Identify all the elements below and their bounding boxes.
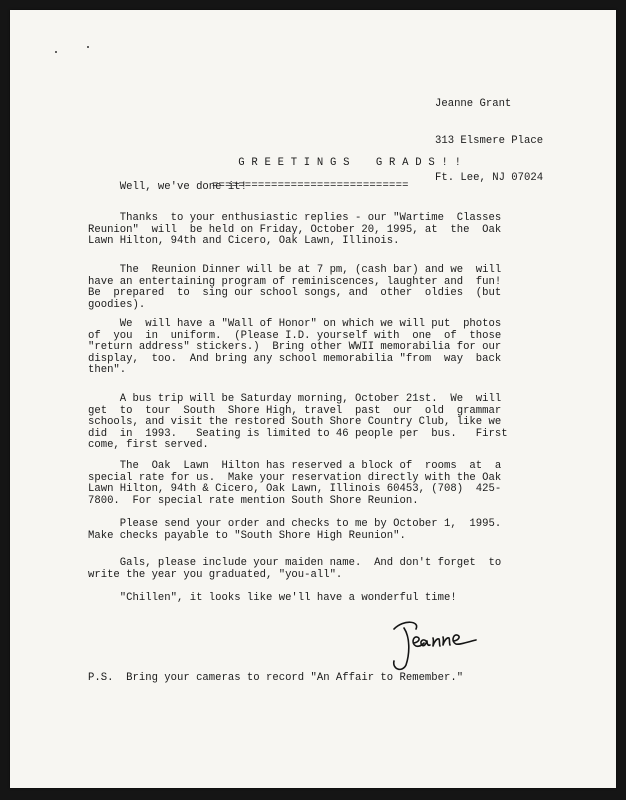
paper-speck bbox=[87, 46, 89, 48]
greeting-title: G R E E T I N G S G R A D S ! ! bbox=[238, 156, 462, 169]
sender-street: 313 Elsmere Place bbox=[435, 135, 544, 148]
letter-page bbox=[10, 10, 616, 788]
signature-jeanne bbox=[380, 615, 492, 675]
paragraph-opening: Well, we've done it! bbox=[88, 181, 247, 193]
greeting-heading bbox=[212, 146, 461, 216]
paragraph-venue: Thanks to your enthusiastic replies - our "Wartime Classes Reunion" will be held on Friday, October 20, 1995, at the Oak Lawn Hilton, 94th and Cicero, Oak Lawn, Illinois. bbox=[88, 212, 502, 248]
paragraph-gals: Gals, please include your maiden name. And don't forget to write the year you graduated, "you-all". bbox=[88, 557, 502, 581]
paper-speck bbox=[55, 51, 57, 53]
paragraph-dinner: The Reunion Dinner will be at 7 pm, (cash bar) and we will have an entertaining program of reminiscences, laughter and fun! Be prepared to sing our school songs, and other oldies (but goodies). bbox=[88, 264, 502, 311]
paragraph-wall-of-honor: We will have a "Wall of Honor" on which we will put photos of you in uniform. (Please I.D. yourself with one of those "return address" stickers.) Bring other WWII memorabilia for our display, too. And bring any school memorabilia "from way back then". bbox=[88, 318, 502, 377]
paragraph-bus-trip: A bus trip will be Saturday morning, October 21st. We will get to tour South Shore High, travel past our old grammar schools, and visit the restored South Shore Country Club, like we did in 1993. Seating is limited to 46 people per bus. First come, first served. bbox=[88, 393, 508, 452]
paragraph-hotel: The Oak Lawn Hilton has reserved a block of rooms at a special rate for us. Make your reservation directly with the Oak Lawn Hilton, 94th & Cicero, Oak Lawn, Illinois 60453, (708) 425- 7800. For special rate mention South Shore Reunion. bbox=[88, 460, 502, 507]
sender-city: Ft. Lee, NJ 07024 bbox=[435, 171, 544, 184]
greeting-underline: ============================== bbox=[212, 179, 409, 192]
postscript: P.S. Bring your cameras to record "An Affair to Remember." bbox=[88, 672, 464, 684]
sender-name: Jeanne Grant bbox=[435, 98, 512, 111]
paragraph-orders: Please send your order and checks to me by October 1, 1995. Make checks payable to "South Shore High Reunion". bbox=[88, 518, 502, 542]
paragraph-closing: "Chillen", it looks like we'll have a wonderful time! bbox=[88, 592, 457, 604]
